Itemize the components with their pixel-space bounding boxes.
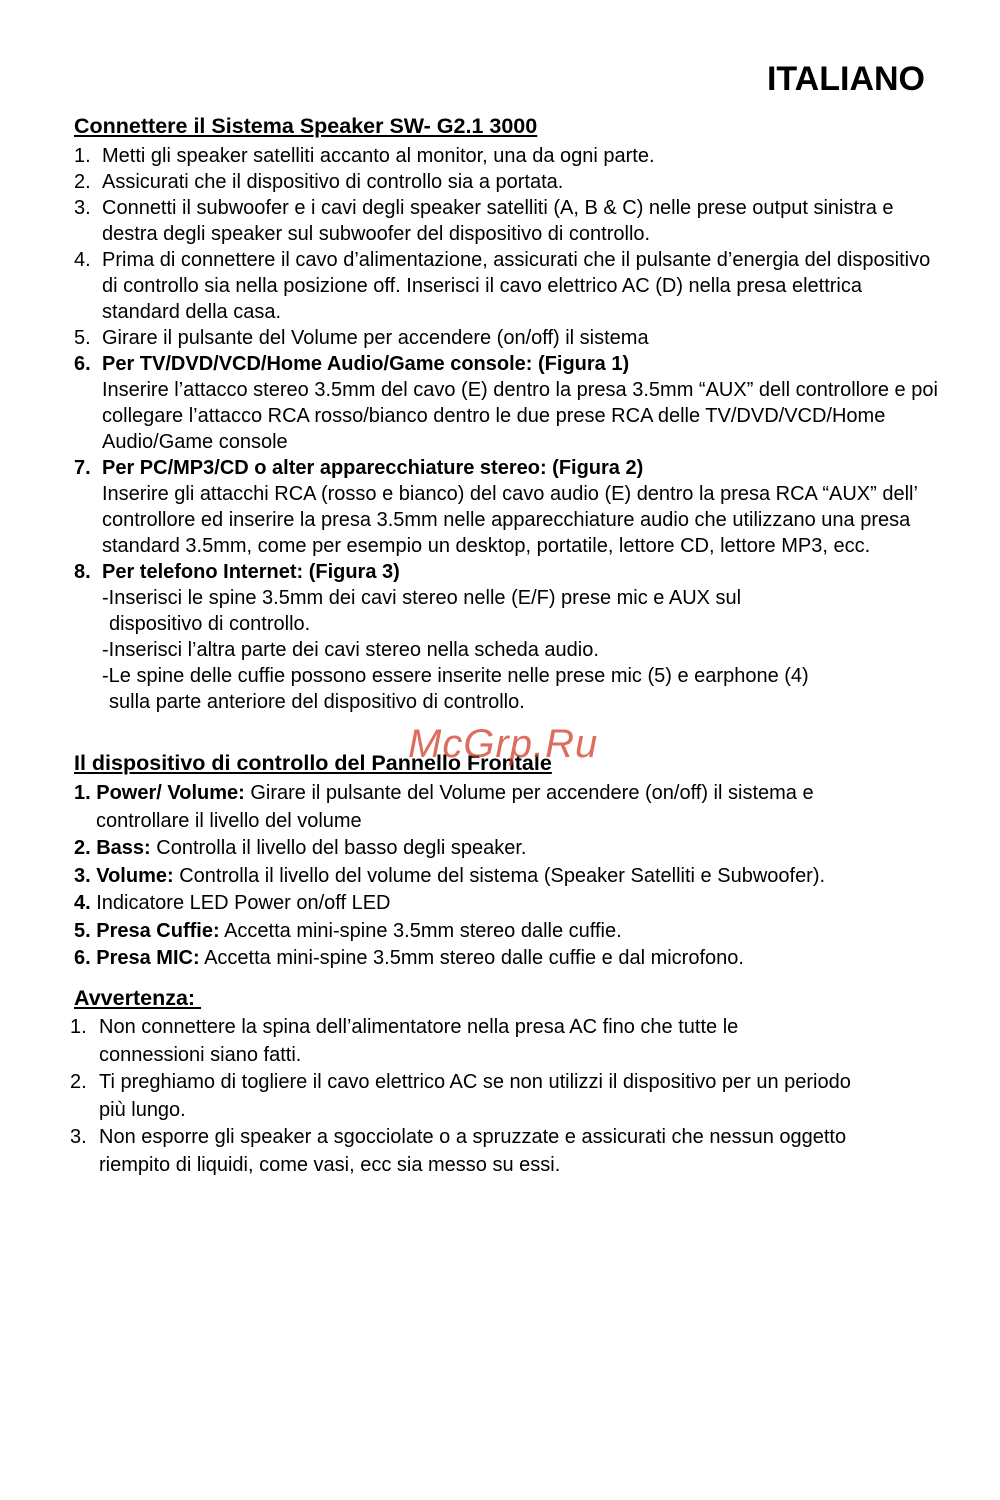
watermark: McGrp.Ru bbox=[408, 722, 599, 766]
list-item bbox=[74, 780, 944, 835]
item-text: Girare il pulsante del Volume per accendere (on/off) il sistema bbox=[102, 327, 649, 349]
item-number: 2. bbox=[74, 171, 91, 193]
item-text: Assicurati che il dispositivo di controllo sia a portata. bbox=[102, 171, 564, 193]
item-label: 1. Power/ Volume: bbox=[74, 782, 245, 804]
list-item bbox=[74, 890, 944, 918]
item-text: Girare il pulsante del Volume per accendere (on/off) il sistema e bbox=[244, 782, 814, 804]
item-number: 3. bbox=[70, 1126, 87, 1148]
dash-line bbox=[102, 663, 944, 715]
item-text: Indicatore LED Power on/off LED bbox=[90, 892, 391, 914]
item-number: 3. bbox=[74, 197, 91, 219]
list-item bbox=[74, 195, 944, 247]
item-number: 1. bbox=[74, 145, 91, 167]
item-text: Non connettere la spina dell’alimentatore nella presa AC fino che tutte le connessioni siano fatti. bbox=[99, 1016, 739, 1066]
list-item bbox=[74, 863, 944, 891]
item-text bbox=[102, 559, 944, 715]
item-text bbox=[102, 351, 944, 455]
item-number: 2. bbox=[70, 1071, 87, 1093]
list-item bbox=[74, 918, 944, 946]
dash-text: -Inserisci l’altra parte dei cavi stereo nella scheda audio. bbox=[102, 639, 599, 661]
list-item bbox=[74, 247, 944, 325]
item-text: Metti gli speaker satelliti accanto al monitor, una da ogni parte. bbox=[102, 145, 655, 167]
item-title: Per PC/MP3/CD o alter apparecchiature stereo: (Figura 2) bbox=[102, 457, 644, 479]
item-text: Connetti il subwoofer e i cavi degli speaker satelliti (A, B & C) nelle prese output sinistra e destra degli speaker sul subwoofer del dispositivo di controllo. bbox=[102, 197, 894, 245]
warning-heading: Avvertenza: bbox=[74, 986, 202, 1010]
item-text: Controlla il livello del volume del sistema (Speaker Satelliti e Subwoofer). bbox=[173, 864, 826, 887]
list-item bbox=[70, 1124, 940, 1179]
item-number: 7. bbox=[74, 457, 91, 479]
list-item bbox=[74, 325, 944, 351]
language-label: ITALIANO bbox=[766, 60, 925, 98]
item-number: 4. bbox=[74, 249, 91, 271]
list-item bbox=[74, 169, 944, 195]
item-label: 3. Volume: bbox=[74, 864, 174, 887]
item-text: Non esporre gli speaker a sgocciolate o a spruzzate e assicurati che nessun oggetto riempito di liquidi, come vasi, ecc sia messo su essi. bbox=[99, 1126, 847, 1176]
warning-list bbox=[70, 1014, 940, 1179]
section1-heading: Connettere il Sistema Speaker SW- G2.1 3000 bbox=[74, 114, 538, 138]
dash-continuation: sulla parte anteriore del dispositivo di controllo. bbox=[109, 691, 525, 713]
item-text: Ti preghiamo di togliere il cavo elettrico AC se non utilizzi il dispositivo per un periodo più lungo. bbox=[99, 1071, 851, 1121]
list-item bbox=[74, 351, 944, 455]
dash-text: -Le spine delle cuffie possono essere inserite nelle prese mic (5) e earphone (4) bbox=[102, 665, 809, 687]
item-label: 4. bbox=[74, 892, 91, 914]
list-item bbox=[74, 559, 944, 715]
item-number: 6. bbox=[74, 353, 91, 375]
list-item bbox=[74, 835, 944, 863]
item-text: Prima di connettere il cavo d’alimentazione, assicurati che il pulsante d’energia del dispositivo di controllo sia nella posizione off. Inserisci il cavo elettrico AC (D) nella presa elettrica standard della casa. bbox=[102, 249, 931, 323]
item-label: 2. Bass: bbox=[74, 837, 151, 859]
item-number: 5. bbox=[74, 327, 91, 349]
item-text bbox=[102, 455, 944, 559]
item-text: Controlla il livello del basso degli speaker. bbox=[150, 837, 527, 859]
item-text: Accetta mini-spine 3.5mm stereo dalle cuffie e dal microfono. bbox=[199, 947, 744, 969]
item-label: 6. Presa MIC: bbox=[74, 947, 200, 969]
dash-text: -Inserisci le spine 3.5mm dei cavi stereo nelle (E/F) prese mic e AUX sul bbox=[102, 587, 742, 609]
item-body: Inserire l’attacco stereo 3.5mm del cavo (E) dentro la presa 3.5mm “AUX” dell controllore e poi collegare l’attacco RCA rosso/bianco dentro le due prese RCA delle TV/DVD/VCD/Home Audio/Game console bbox=[102, 379, 938, 453]
dash-line bbox=[102, 637, 944, 663]
list-item bbox=[70, 1069, 940, 1124]
item-number: 8. bbox=[74, 561, 91, 583]
item-title: Per TV/DVD/VCD/Home Audio/Game console: (Figura 1) bbox=[102, 353, 630, 375]
list-item bbox=[70, 1014, 940, 1069]
list-item bbox=[74, 455, 944, 559]
front-panel-list bbox=[74, 780, 944, 973]
item-text: Accetta mini-spine 3.5mm stereo dalle cuffie. bbox=[219, 919, 622, 942]
dash-line bbox=[102, 585, 944, 637]
list-item bbox=[74, 945, 944, 973]
item-label: 5. Presa Cuffie: bbox=[74, 919, 220, 942]
item-number: 1. bbox=[70, 1016, 87, 1038]
dash-continuation: dispositivo di controllo. bbox=[109, 613, 311, 635]
section2-heading: Il dispositivo di controllo del Pannello Frontale bbox=[74, 751, 552, 775]
item-title: Per telefono Internet: (Figura 3) bbox=[102, 561, 400, 583]
list-item bbox=[74, 143, 944, 169]
item-continuation: controllare il livello del volume bbox=[96, 809, 362, 832]
item-body: Inserire gli attacchi RCA (rosso e bianco) del cavo audio (E) dentro la presa RCA “AUX” dell’ controllore ed inserire la presa 3.5mm nelle apparecchiature audio che utilizzano una presa standard 3.5mm, come per esempio un desktop, portatile, lettore CD, lettore MP3, ecc. bbox=[102, 483, 918, 557]
connection-steps-list bbox=[74, 143, 944, 715]
